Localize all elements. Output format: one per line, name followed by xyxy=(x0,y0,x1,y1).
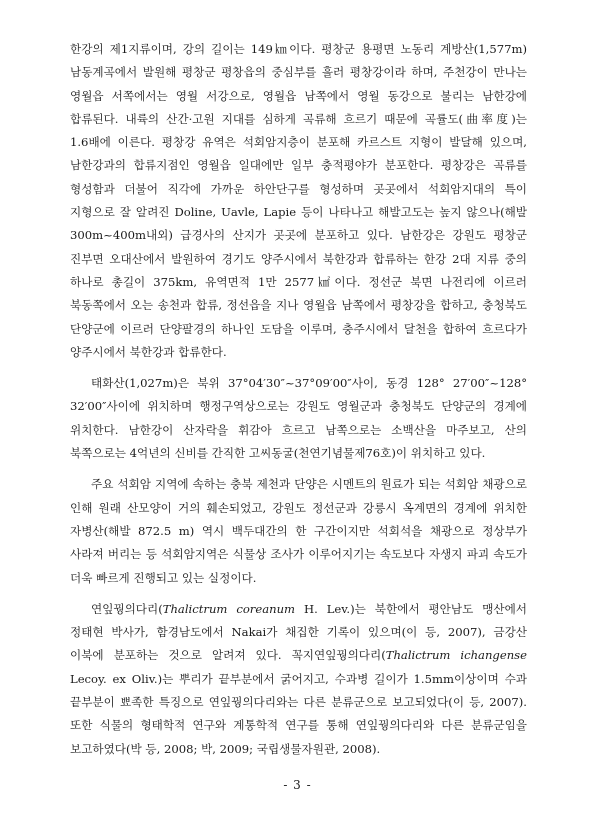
scientific-name-thalictrum-coreanum: Thalictrum coreanum xyxy=(162,601,296,616)
paragraph-pyeongchang-river: 한강의 제1지류이며, 강의 길이는 149㎞이다. 평창군 용평면 노동리 계방산(1,577m) 남동계곡에서 발원해 평창군 평창읍의 중심부를 흘러 평창강이라 하며, 주천강이 만나는 영월읍 서쪽에서는 영월 서강으로, 영월읍 남쪽에서 영월 동강으로 불리는 남한강에 합류된다. 내륙의 산간·고원 지대를 심하게 곡류해 흐르기 때문에 곡률도(曲率度)는 1.6배에 이른다. 평창강 유역은 석회암지층이 분포해 카르스트 지형이 발달해 있으며, 남한강과의 합류지점인 영월읍 일대에만 일부 충적평야가 분포한다. 평창강은 곡류를 형성함과 더불어 직각에 가까운 하안단구를 형성하며 곳곳에서 석회암지대의 특이 지형으로 잘 알려진 Doline, Uavle, Lapie 등이 나타나고 해발고도는 높지 않으나(해발 300m~400m내외) 급경사의 산지가 곳곳에 분포하고 있다. 남한강은 강원도 평창군 진부면 오대산에서 발원하여 경기도 양주시에서 북한강과 합류하는 한강 2대 지류 중의 하나로 총길이 375km, 유역면적 1만 2577㎢이다. 정선군 북면 나전리에 이르러 북동쪽에서 오는 송천과 합류, 정선읍을 지나 영월읍 남쪽에서 평창강을 합하고, 충청북도 단양군에 이르러 단양팔경의 하나인 도담을 이루며, 충주시에서 달천을 합하여 흐르다가 양주시에서 북한강과 합류한다. xyxy=(70,42,527,359)
page-number: - 3 - xyxy=(283,778,312,792)
paragraph-limestone-mining: 주요 석회암 지역에 속하는 충북 제천과 단양은 시멘트의 원료가 되는 석회암 채광으로 인해 원래 산모양이 거의 훼손되었고, 강원도 정선군과 강릉시 옥계면의 경계에 위치한 자병산(해발 872.5 m) 역시 백두대간의 한 구간이지만 석회석을 채광으로 정상부가 사라져 버리는 등 석회암지역은 식물상 조사가 이루어지기는 속도보다 자생지 파괴 속도가 더욱 빠르게 진행되고 있는 실정이다. xyxy=(70,477,527,585)
thalictrum-text-prefix: 연잎꿩의다리( xyxy=(91,601,163,616)
paragraph-thalictrum-taxonomy xyxy=(70,598,527,761)
thalictrum-text-suffix: Lecoy. ex Oliv.)는 뿌리가 끝부분에서 굵어지고, 수과병 길이가 1.5mm이상이며 수과 끝부분이 뾰족한 특징으로 연잎꿩의다리와는 다른 분류군으로 보고되었다(이 등, 2007). 또한 식물의 형태학적 연구와 계통학적 연구를 통해 연잎꿩의다리와 다른 분류군임을 보고하였다(박 등, 2008; 박, 2009; 국립생물자원관, 2008). xyxy=(70,671,527,756)
thalictrum-text-middle: H. Lev.)는 북한에서 평안남도 맹산에서 정태현 박사가, 함경남도에서 Nakai가 채집한 기록이 있으며(이 등, 2007), 금강산 이북에 분포하는 것으로 알려져 있다. 꼭지연잎꿩의다리( xyxy=(70,601,527,663)
scientific-name-thalictrum-ichangense: Thalictrum ichangense xyxy=(385,648,527,663)
paragraph-taehwasan-location: 태화산(1,027m)은 북위 37°04′30″~37°09′00″사이, 동경 128° 27′00″~128° 32′00″사이에 위치하며 행정구역상으로는 강원도 영월군과 충청북도 단양군의 경계에 위치한다. 남한강이 산자락을 휘감아 흐르고 남쪽으로는 소백산을 마주보고, 산의 북쪽으로는 4억년의 신비를 간직한 고씨동굴(천연기념물제76호)이 위치하고 있다. xyxy=(70,376,527,461)
